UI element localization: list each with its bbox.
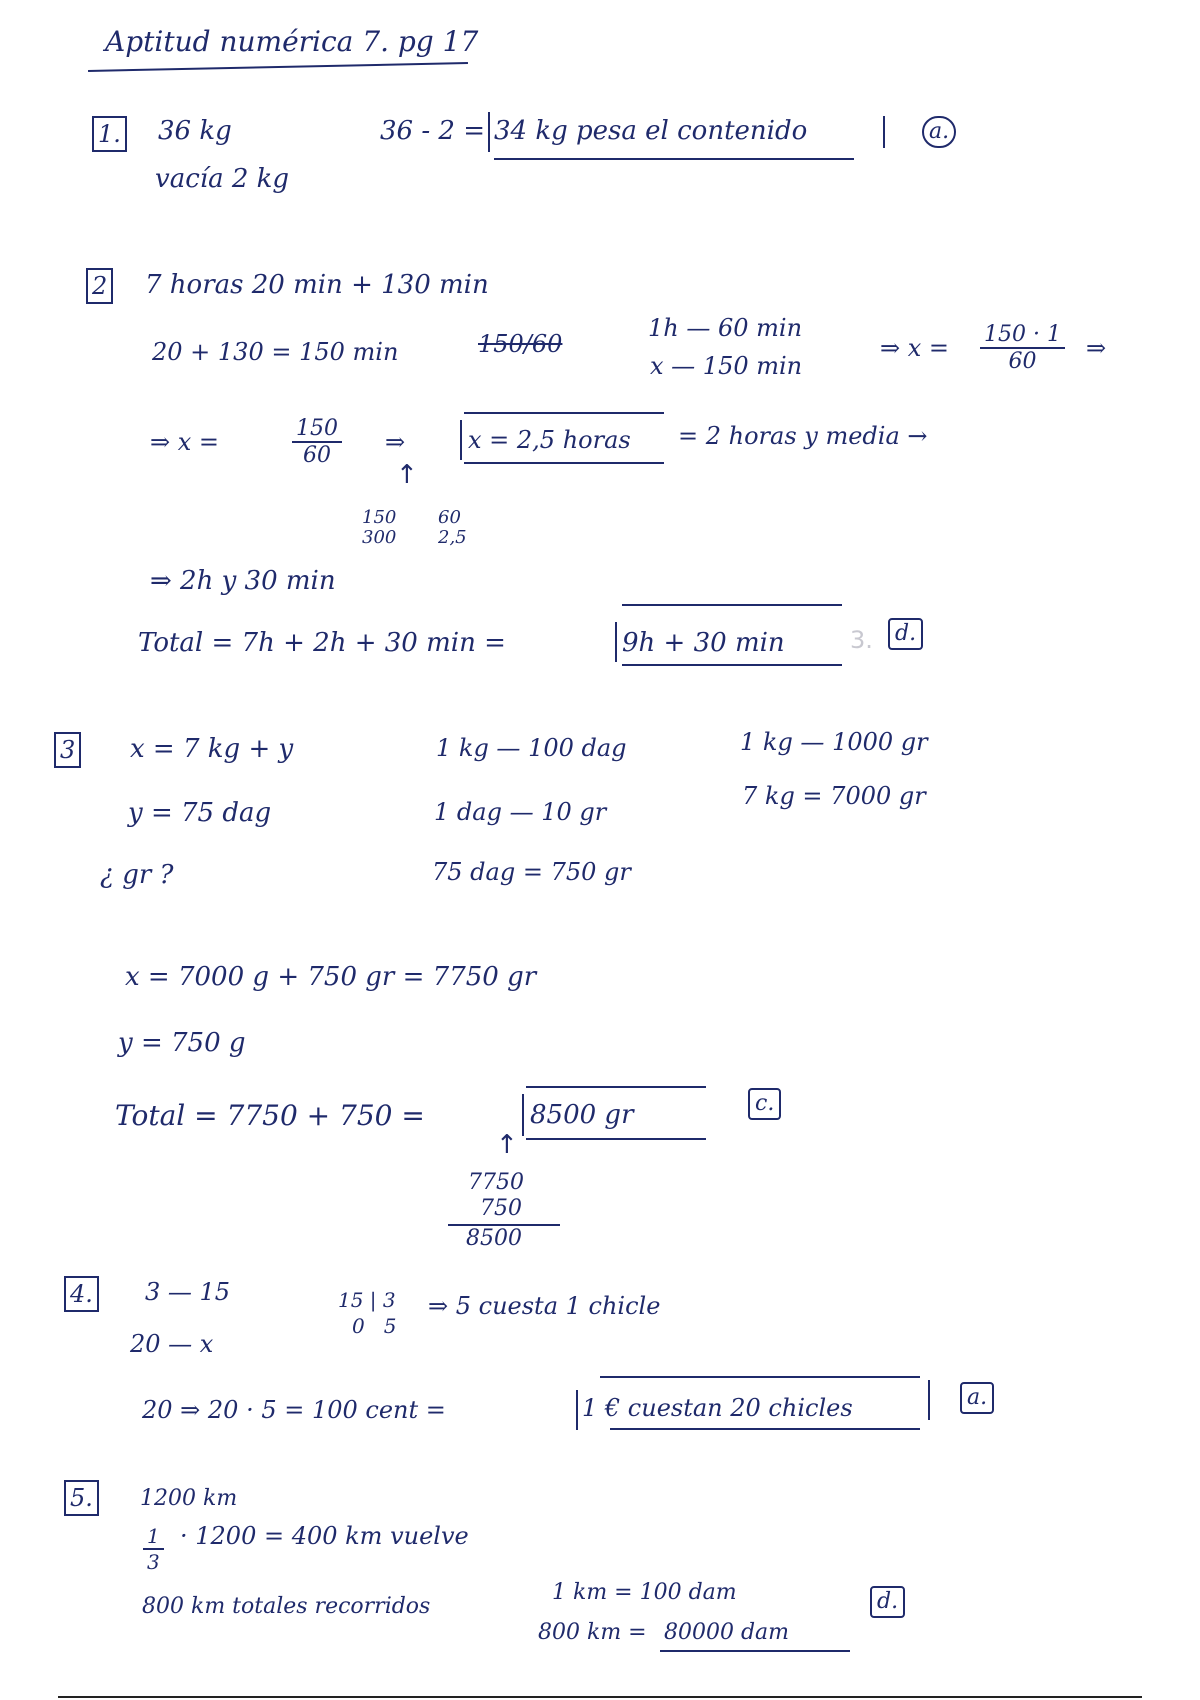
problem-5-result-underline: [660, 1650, 850, 1652]
problem-3-conversion-4: 1 kg — 1000 gr: [740, 728, 928, 756]
problem-2-crossed-out: 150/60: [478, 330, 563, 358]
problem-4-result-overline: [600, 1376, 920, 1378]
problem-1-result: 34 kg pesa el contenido: [494, 116, 808, 146]
problem-5-number: 5.: [64, 1480, 99, 1516]
problem-3-y-line: y = 750 g: [118, 1028, 246, 1058]
problem-3-sum-b: 750: [480, 1196, 522, 1221]
problem-1-result-bracket: [488, 112, 490, 152]
problem-2-result-underline: [464, 462, 664, 464]
problem-4-result-bracket: [576, 1390, 578, 1430]
title-underline: [88, 62, 468, 72]
problem-3-up-arrow: ↑: [496, 1130, 518, 1160]
problem-3-total-underline: [526, 1138, 706, 1140]
problem-2-division-right: 60 2,5: [438, 507, 467, 548]
problem-1-answer: a.: [922, 116, 956, 148]
problem-4-note: ⇒ 5 cuesta 1 chicle: [428, 1292, 661, 1320]
problem-4-calc: 20 ⇒ 20 · 5 = 100 cent =: [142, 1396, 446, 1424]
problem-2-fraction-1-denominator: 60: [1008, 349, 1037, 374]
problem-2-division-left: 150 300: [362, 507, 397, 548]
problem-2-fraction-2-denominator: 60: [303, 443, 331, 468]
problem-2-bleed-through-text: 3.: [850, 626, 873, 654]
problem-1-result-underline: [494, 158, 854, 160]
problem-4-answer: a.: [960, 1382, 994, 1414]
problem-3-conversion-5: 7 kg = 7000 gr: [742, 782, 926, 810]
problem-3-conversion-1: 1 kg — 100 dag: [436, 734, 627, 762]
problem-5-fraction: [143, 1524, 164, 1574]
problem-4-division-result: 0 5: [352, 1314, 397, 1338]
problem-3-total-overline: [526, 1086, 706, 1088]
problem-5-conversion-2-prefix: 800 km =: [538, 1620, 647, 1645]
page-bottom-rule: [58, 1696, 1142, 1698]
problem-2-total-bracket: [615, 622, 617, 662]
problem-3-x-line: x = 7000 g + 750 gr = 7750 gr: [125, 962, 537, 992]
problem-2-number: 2: [86, 268, 113, 304]
problem-5-calc: · 1200 = 400 km vuelve: [180, 1522, 469, 1550]
problem-1-given-empty: vacía 2 kg: [155, 164, 290, 194]
problem-2-rule-line-1: 1h — 60 min: [648, 314, 803, 342]
problem-3-total-prefix: Total = 7750 + 750 =: [115, 1099, 425, 1132]
problem-2-fraction-1: [980, 322, 1065, 374]
problem-3-sum-a: 7750: [468, 1170, 524, 1195]
problem-2-implies-x: ⇒ x =: [880, 334, 950, 362]
problem-3-total-result: 8500 gr: [530, 1100, 634, 1130]
problem-2-fraction-2: [292, 416, 342, 468]
problem-1-calc: 36 - 2 =: [380, 116, 485, 146]
problem-2-step-2-arrow: ⇒: [385, 428, 406, 456]
problem-3-sum-c: 8500: [466, 1226, 522, 1251]
problem-1-given-weight: 36 kg: [158, 116, 232, 146]
problem-4-rule-1: 3 — 15: [145, 1278, 231, 1306]
page-title: Aptitud numérica 7. pg 17: [105, 25, 479, 58]
problem-3-conversion-3: 75 dag = 750 gr: [432, 858, 631, 886]
problem-2-total-prefix: Total = 7h + 2h + 30 min =: [138, 628, 506, 658]
problem-2-fraction-2-numerator: 150: [292, 416, 342, 443]
problem-2-statement: 7 horas 20 min + 130 min: [145, 270, 489, 300]
problem-4-result-underline: [610, 1428, 920, 1430]
problem-2-total-underline: [622, 664, 842, 666]
problem-3-conversion-2: 1 dag — 10 gr: [434, 798, 607, 826]
problem-2-result-overline: [464, 412, 664, 414]
problem-1-result-bracket-end: [883, 116, 885, 148]
problem-2-equals-text: = 2 horas y media →: [678, 422, 928, 450]
problem-2-arrow-1: ⇒: [1086, 334, 1107, 362]
problem-2-result-bracket: [460, 420, 462, 460]
problem-4-result-bracket-end: [928, 1380, 930, 1420]
problem-3-line-2: y = 75 dag: [128, 798, 272, 828]
problem-2-total-overline: [622, 604, 842, 606]
problem-3-answer: c.: [748, 1088, 781, 1120]
problem-4-number: 4.: [64, 1276, 99, 1312]
problem-2-up-arrow: ↑: [396, 460, 418, 490]
problem-2-rule-line-2: x — 150 min: [650, 352, 803, 380]
problem-5-total: 800 km totales recorridos: [142, 1594, 431, 1619]
problem-2-result-boxed: x = 2,5 horas: [468, 426, 631, 454]
problem-3-total-bracket: [522, 1094, 524, 1136]
problem-4-division: 15 | 3: [338, 1288, 396, 1312]
problem-1-number: 1.: [92, 116, 127, 152]
problem-2-answer: d.: [888, 618, 923, 650]
problem-2-step-3: ⇒ 2h y 30 min: [150, 566, 336, 596]
problem-3-number: 3: [54, 732, 81, 768]
problem-5-answer: d.: [870, 1586, 905, 1618]
problem-5-given: 1200 km: [140, 1486, 238, 1511]
problem-2-step-2-prefix: ⇒ x =: [150, 428, 220, 456]
problem-2-fraction-1-numerator: 150 · 1: [980, 322, 1065, 349]
problem-5-fraction-denominator: 3: [147, 1550, 160, 1574]
problem-5-conversion-2-result: 80000 dam: [664, 1620, 790, 1645]
problem-3-line-1: x = 7 kg + y: [130, 734, 294, 764]
problem-5-conversion-1: 1 km = 100 dam: [552, 1580, 737, 1605]
problem-2-sum: 20 + 130 = 150 min: [152, 338, 399, 366]
problem-3-line-3: ¿ gr ?: [100, 860, 174, 890]
problem-4-rule-2: 20 — x: [130, 1330, 214, 1358]
problem-4-result: 1 € cuestan 20 chicles: [582, 1394, 853, 1422]
problem-2-total-result: 9h + 30 min: [622, 628, 785, 658]
problem-5-fraction-numerator: 1: [143, 1524, 164, 1550]
